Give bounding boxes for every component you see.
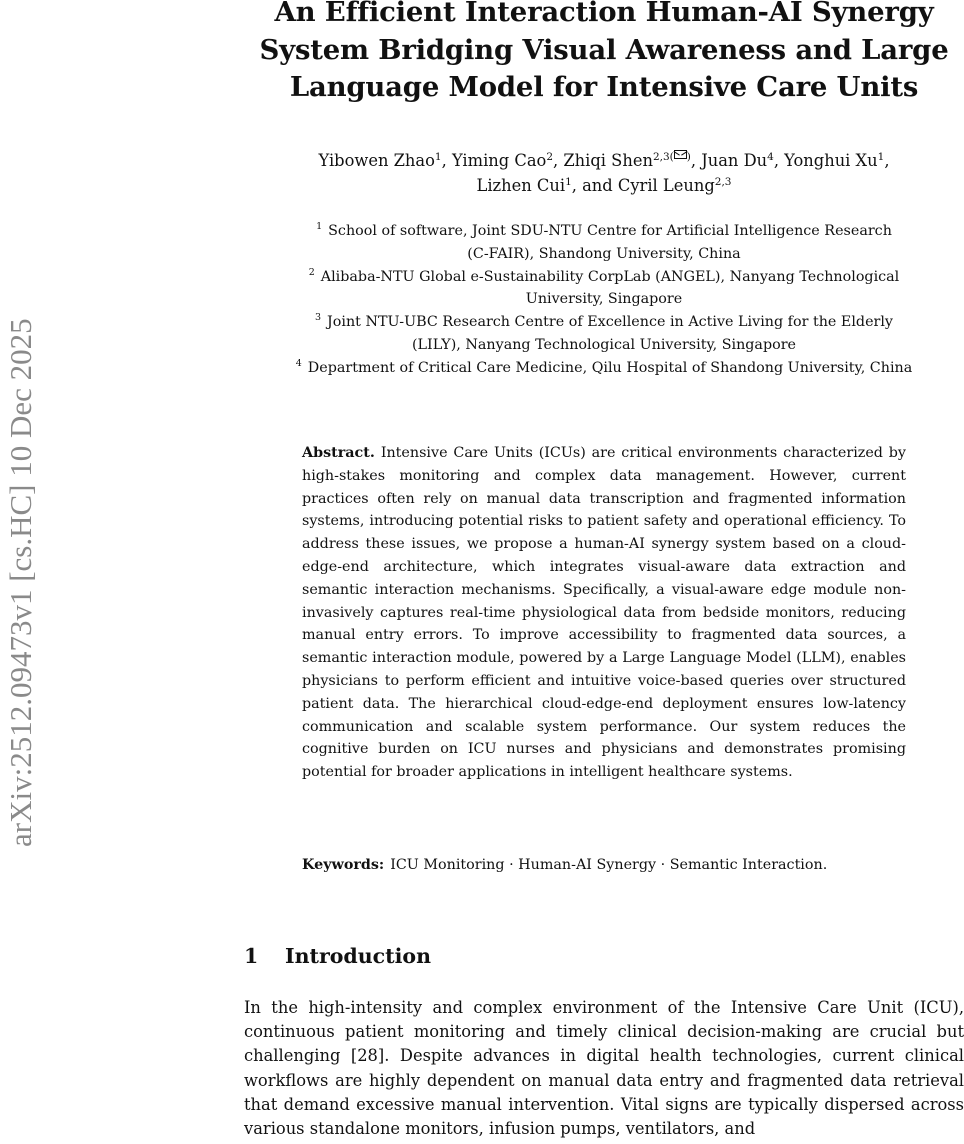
author-list <box>244 148 964 198</box>
affiliation-item <box>244 266 964 289</box>
keywords-text: ICU Monitoring · Human-AI Synergy · Semantic Interaction. <box>390 857 828 873</box>
paper-title <box>244 0 964 107</box>
author-separator: , <box>884 151 890 170</box>
author-affil-sup: 2 <box>546 151 554 163</box>
author-line <box>244 148 964 173</box>
affiliation-marker: 3 <box>314 312 322 324</box>
corresponding-author-sup <box>653 151 691 163</box>
affiliation-continuation: (C-FAIR), Shandong University, China <box>467 245 741 262</box>
arxiv-identifier: arXiv:2512.09473v1 [cs.HC] 10 Dec 2025 <box>3 318 38 848</box>
affiliation-continuation: University, Singapore <box>525 291 683 308</box>
affiliation-marker: 1 <box>316 221 323 232</box>
author-affil-sup: 2,3( <box>652 151 674 163</box>
author-affil-sup: 1 <box>434 151 442 163</box>
affiliation-text: Alibaba-NTU Global e-Sustainability CorpLab (ANGEL), Nanyang Technological <box>320 268 900 285</box>
title-line: An Efficient Interaction Human-AI Synergy <box>274 0 934 28</box>
abstract-paragraph <box>302 442 906 784</box>
author-affil-sup: 1 <box>877 151 885 163</box>
affiliation-text: Joint NTU-UBC Research Centre of Excellence in Active Living for the Elderly <box>327 314 894 331</box>
author-affil-sup: 2,3 <box>714 176 732 188</box>
title-line: Language Model for Intensive Care Units <box>289 71 919 103</box>
author-affil-sup-close: ) <box>686 151 691 163</box>
abstract-label: Abstract. <box>302 445 375 461</box>
body-paragraph: In the high-intensity and complex environment of the Intensive Care Unit (ICU), continuous patient monitoring and timely clinical decision-making are crucial but challenging [28]. Despite advances in digital health technologies, current clinical workflows are highly dependent on manual data entry and fragmented data retrieval that demand excessive manual intervention. Vital signs are typically dispersed across various standalone monitors, infusion pumps, ventilators, and <box>244 998 964 1139</box>
author-name: , Yonghui Xu <box>773 151 878 170</box>
affiliation-item <box>244 220 964 243</box>
author-name: Yibowen Zhao <box>318 151 435 170</box>
affiliation-marker: 4 <box>295 357 302 369</box>
affiliation-continuation: (LILY), Nanyang Technological University, Singapore <box>411 336 797 353</box>
author-name: Lizhen Cui <box>476 176 566 195</box>
envelope-icon <box>674 150 687 159</box>
keywords-block <box>302 854 906 877</box>
affiliation-text: Department of Critical Care Medicine, Qilu Hospital of Shandong University, China <box>307 359 913 376</box>
author-affil-sup: 4 <box>767 151 774 163</box>
author-affil-sup: 1 <box>565 176 572 188</box>
author-name: , Juan Du <box>690 151 768 170</box>
affiliation-item <box>244 357 964 380</box>
abstract-block <box>302 442 906 784</box>
author-name: , Zhiqi Shen <box>553 151 653 170</box>
section-number: 1 <box>244 944 259 968</box>
affiliation-marker: 2 <box>308 266 315 278</box>
title-line: System Bridging Visual Awareness and Large <box>259 33 949 66</box>
affiliation-list <box>244 220 964 380</box>
author-name: , Yiming Cao <box>441 151 547 170</box>
keywords-label: Keywords: <box>302 857 385 873</box>
section-title: Introduction <box>285 944 431 968</box>
affiliation-item <box>244 311 964 334</box>
section-heading-introduction <box>244 941 431 971</box>
affiliation-text: School of software, Joint SDU-NTU Centre for Artificial Intelligence Research <box>328 223 892 239</box>
introduction-body <box>244 996 964 1141</box>
author-line <box>244 173 964 198</box>
abstract-text: Intensive Care Units (ICUs) are critical environments characterized by high-stakes monitoring and complex data management. However, current practices often rely on manual data transcription and fragmented information systems, introducing potential risks to patient safety and operational efficiency. To address these issues, we propose a human-AI synergy system based on a cloud-edge-end architecture, which integrates visual-aware data extraction and semantic interaction mechanisms. Specifically, a visual-aware edge module non-invasively captures real-time physiological data from bedside monitors, reducing manual entry errors. To improve accessibility to fragmented data sources, a semantic interaction module, powered by a Large Language Model (LLM), enables physicians to perform efficient and intuitive voice-based queries over structured patient data. The hierarchical cloud-edge-end deployment ensures low-latency communication and scalable system performance. Our system reduces the cognitive burden on ICU nurses and physicians and demonstrates promising potential for broader applications in intelligent healthcare systems. <box>302 445 906 781</box>
author-name: , and Cyril Leung <box>571 176 715 195</box>
